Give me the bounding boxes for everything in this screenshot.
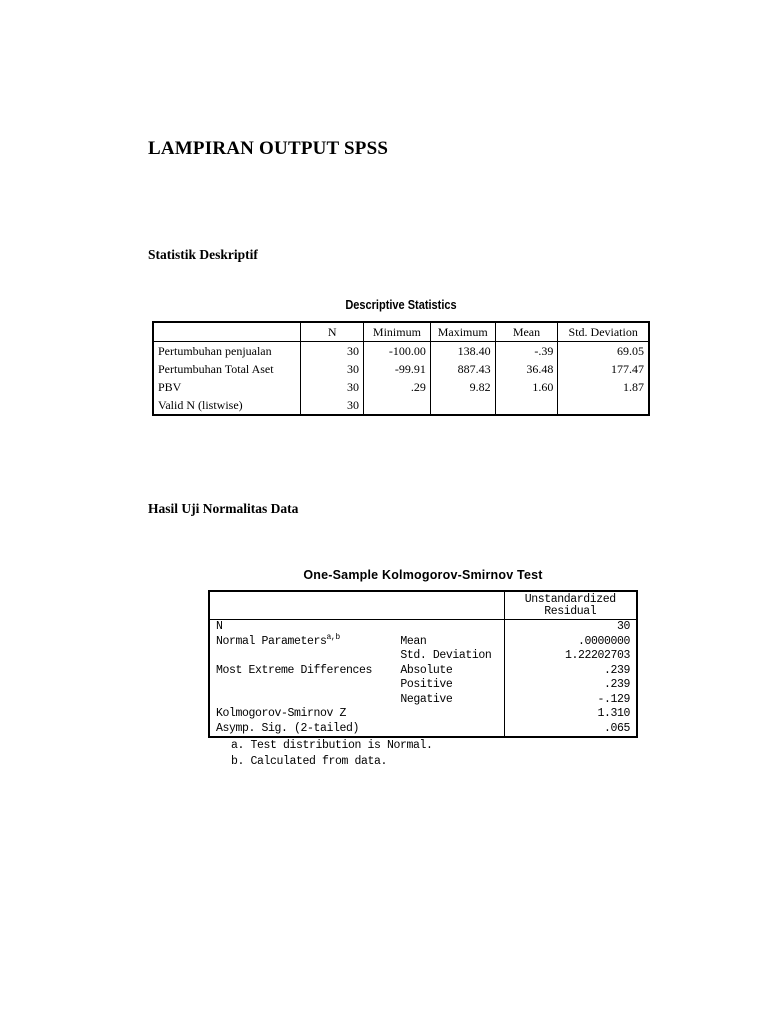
header-cell: N [301,322,364,342]
row-value: .239 [504,664,637,679]
row-label [209,649,394,664]
header-cell [153,322,301,342]
cell-maximum: 887.43 [430,360,495,378]
header-cell: Std. Deviation [558,322,649,342]
row-label [209,693,394,708]
row-sublabel: Std. Deviation [400,649,492,662]
row-label: Normal Parameters [216,634,327,648]
footnote-b: b. Calculated from data. [231,755,388,768]
header-line-1: Unstandardized [524,592,616,606]
table-row [209,664,637,679]
table-row [209,693,637,708]
row-label: Kolmogorov-Smirnov Z [216,707,347,720]
section-heading-descriptive: Statistik Deskriptif [148,247,258,262]
descriptive-table-caption: Descriptive Statistics [345,298,457,312]
header-blank-cell [209,591,394,620]
row-label: N [216,620,223,633]
cell-minimum: -100.00 [364,342,431,361]
table-row [209,707,637,722]
cell-std-deviation: 1.87 [558,378,649,396]
ks-test-caption: One-Sample Kolmogorov-Smirnov Test [303,568,543,582]
cell-maximum: 9.82 [430,378,495,396]
page-title: LAMPIRAN OUTPUT SPSS [148,138,389,159]
row-label: Valid N (listwise) [158,398,243,412]
cell-mean: 36.48 [495,360,558,378]
row-value: 1.310 [504,707,637,722]
row-sublabel [394,707,504,722]
row-sublabel [394,722,504,738]
table-row [209,722,637,738]
row-label: Pertumbuhan Total Aset [158,362,274,376]
cell-minimum: -99.91 [364,360,431,378]
cell-std-deviation: 69.05 [558,342,649,361]
header-cell [504,591,637,620]
table-row [209,678,637,693]
footnote-marker: a,b [326,632,340,642]
cell-n: 30 [301,396,364,415]
row-sublabel: Positive [400,678,453,691]
table-header-row [209,591,637,620]
row-value: .065 [504,722,637,738]
table-row [153,396,649,415]
row-sublabel: Negative [400,692,453,706]
cell-n: 30 [301,378,364,396]
row-label: Asymp. Sig. (2-tailed) [216,721,360,735]
cell-std-deviation [558,396,649,415]
row-label-cell [209,632,394,650]
cell-n: 30 [301,342,364,361]
row-label [209,678,394,693]
cell-mean: 1.60 [495,378,558,396]
table-row [153,360,649,378]
row-value: .0000000 [504,635,637,650]
cell-n: 30 [301,360,364,378]
row-value: 30 [504,620,637,635]
row-sublabel: Mean [400,634,427,648]
row-sublabel: Absolute [400,663,453,677]
row-value: -.129 [504,693,637,708]
section-heading-normality: Hasil Uji Normalitas Data [148,501,299,516]
row-label: Pertumbuhan penjualan [158,344,272,358]
table-row [153,342,649,361]
cell-maximum: 138.40 [430,342,495,361]
row-sublabel [394,620,504,635]
header-cell: Minimum [364,322,431,342]
cell-minimum: .29 [364,378,431,396]
footnote-a: a. Test distribution is Normal. [231,739,433,752]
ks-test-table [208,590,638,738]
descriptive-statistics-table [152,321,650,416]
table-row [209,635,637,650]
row-value: 1.22202703 [504,649,637,664]
header-line-2: Residual [544,604,597,618]
cell-mean: -.39 [495,342,558,361]
cell-std-deviation: 177.47 [558,360,649,378]
cell-mean [495,396,558,415]
row-value: .239 [504,678,637,693]
header-cell: Maximum [430,322,495,342]
row-label: PBV [158,380,182,394]
cell-minimum [364,396,431,415]
table-row [209,649,637,664]
table-row [209,620,637,635]
row-label: Most Extreme Differences [216,663,373,677]
cell-maximum [430,396,495,415]
table-row [153,378,649,396]
table-header-row [153,322,649,342]
header-cell: Mean [495,322,558,342]
header-blank-cell [394,591,504,620]
